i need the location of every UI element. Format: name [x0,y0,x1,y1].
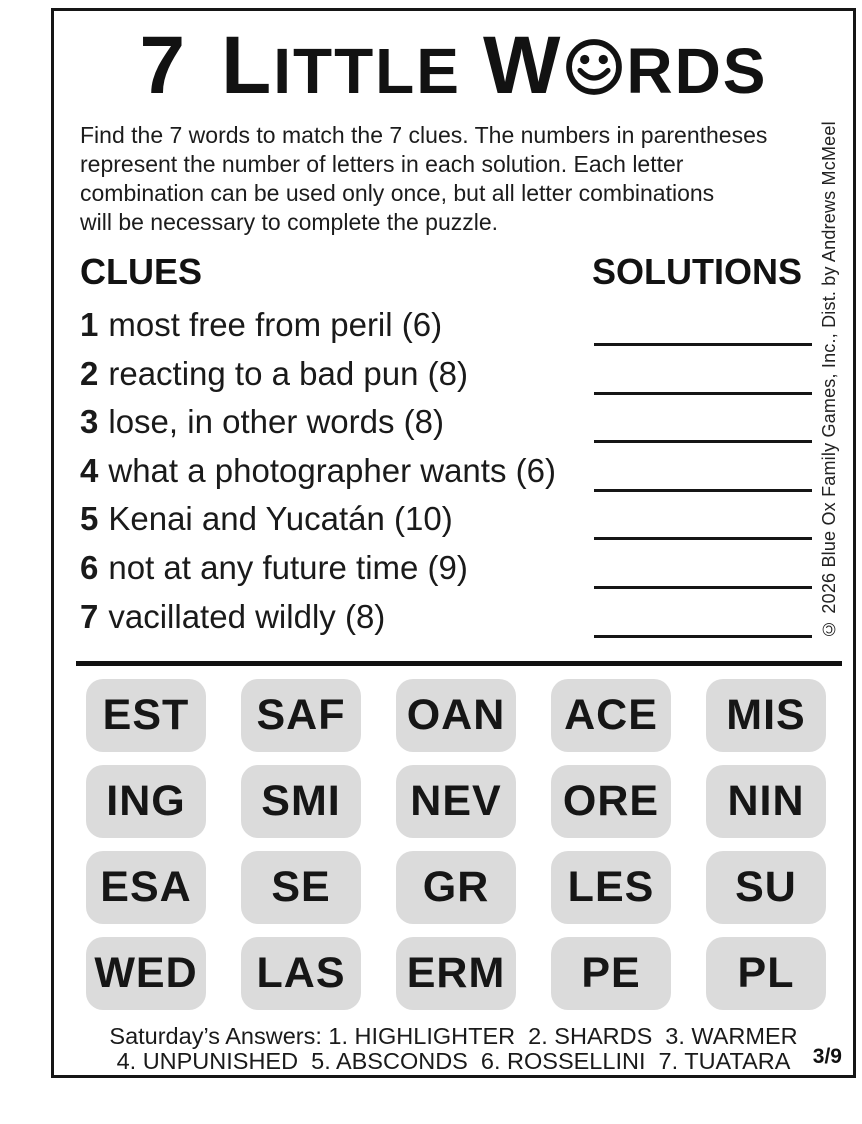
clue-row [80,447,620,496]
solution-lines [594,343,812,683]
instructions-line: will be necessary to complete the puzzle. [80,209,499,235]
solution-blank [594,537,812,540]
answers-line: Saturday’s Answers: 1. HIGHLIGHTER 2. SHARDS 3. WARMER [109,1023,798,1049]
smiley-face-icon [565,38,623,96]
clue-row [80,301,620,350]
clue-row [80,398,620,447]
clue-number: 3 [80,403,99,441]
title-words-initial: W [482,20,563,111]
letter-tile[interactable]: OAN [396,679,516,752]
solution-blank [594,489,812,492]
clue-number: 5 [80,500,99,538]
letter-tile[interactable]: PE [551,937,671,1010]
letter-tile[interactable]: ACE [551,679,671,752]
clues-header: CLUES [80,251,203,292]
title-little-rest: ITTLE [273,35,461,107]
clue-number: 7 [80,597,99,635]
letter-tile[interactable]: ORE [551,765,671,838]
letter-tile[interactable]: NIN [706,765,826,838]
copyright-text: © 2026 Blue Ox Family Games, Inc., Dist. by Andrews McMeel [819,121,839,639]
clue-text: lose, in other words (8) [108,403,444,441]
letter-tile[interactable]: MIS [706,679,826,752]
solution-blank [594,586,812,589]
clue-number: 4 [80,451,99,489]
solution-blank [594,343,812,346]
solution-blank [594,392,812,395]
puzzle-page [51,8,856,1078]
section-divider [76,661,842,666]
letter-tile[interactable]: EST [86,679,206,752]
clue-text: Kenai and Yucatán (10) [108,500,453,538]
letter-tile-grid [86,679,826,1010]
clue-row [80,544,620,593]
instructions-line: represent the number of letters in each solution. Each letter [80,151,684,177]
letter-tile[interactable]: SE [241,851,361,924]
letter-tile[interactable]: SU [706,851,826,924]
clue-text: vacillated wildly (8) [108,597,386,635]
clue-number: 6 [80,548,99,586]
clue-text: most free from peril (6) [108,306,443,343]
solution-blank [594,440,812,443]
letter-tile[interactable]: ESA [86,851,206,924]
clue-number: 1 [80,306,99,343]
letter-tile[interactable]: ERM [396,937,516,1010]
letter-tile[interactable]: SAF [241,679,361,752]
solutions-header: SOLUTIONS [592,251,803,292]
page-indicator: 3/9 [812,1045,842,1068]
clue-text: what a photographer wants (6) [108,451,556,489]
clue-row [80,350,620,399]
answers-line: 4. UNPUNISHED 5. ABSCONDS 6. ROSSELLINI 7. TUATARA [116,1047,791,1074]
instructions [80,121,825,237]
title-words-rest: RDS [626,35,768,107]
clue-row [80,593,620,642]
letter-tile[interactable]: WED [86,937,206,1010]
letter-tile[interactable]: PL [706,937,826,1010]
previous-answers [54,1024,853,1073]
letter-tile[interactable]: LAS [241,937,361,1010]
letter-tile[interactable]: LES [551,851,671,924]
title-little-initial: L [221,20,274,111]
letter-tile[interactable]: GR [396,851,516,924]
instructions-line: combination can be used only once, but all letter combinations [80,180,715,206]
clue-number: 2 [80,354,99,392]
clue-text: not at any future time (9) [108,548,468,586]
letter-tile[interactable]: SMI [241,765,361,838]
page-title [54,20,853,111]
clue-row [80,495,620,544]
solution-blank [594,635,812,638]
letter-tile[interactable]: NEV [396,765,516,838]
title-seven: 7 [139,20,188,111]
instructions-line: Find the 7 words to match the 7 clues. The numbers in parentheses [80,122,768,148]
letter-tile[interactable]: ING [86,765,206,838]
clue-list [80,301,620,641]
clue-text: reacting to a bad pun (8) [108,354,468,392]
